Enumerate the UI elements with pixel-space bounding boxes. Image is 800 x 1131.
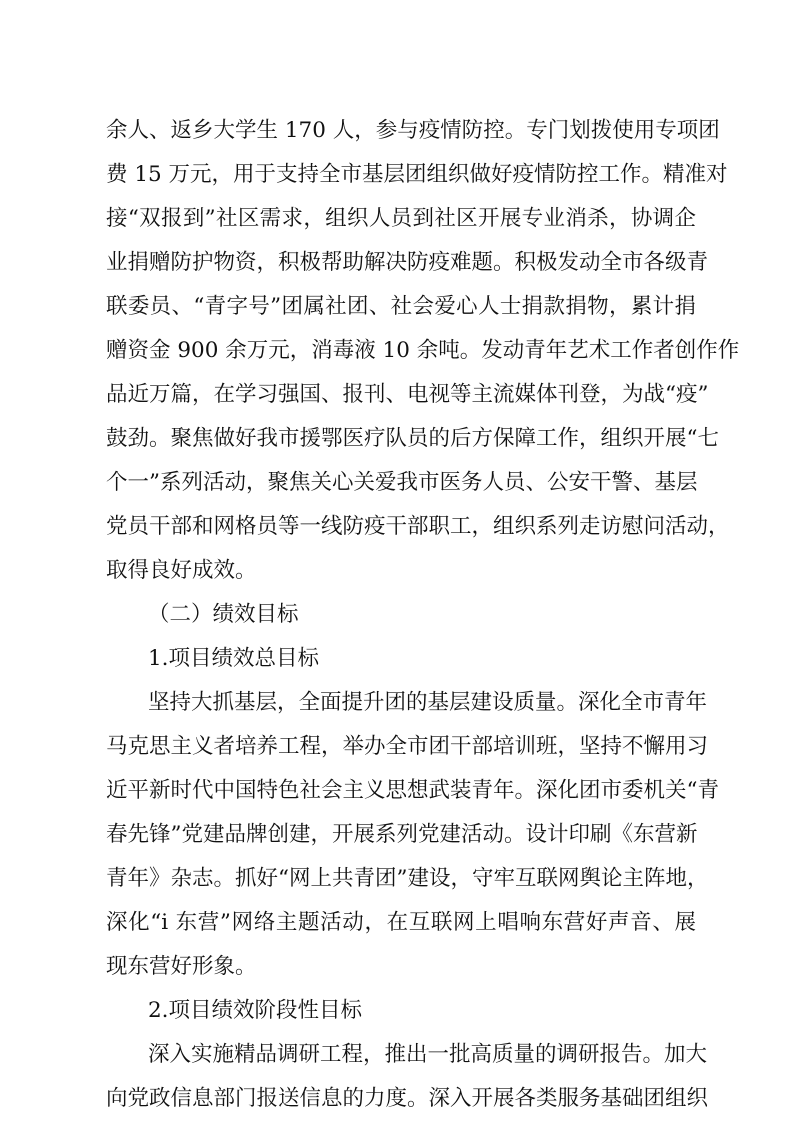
paragraph-line: 马克思主义者培养工程，举办全市团干部培训班，坚持不懈用习 xyxy=(106,734,709,759)
paragraph-line: 余人、返乡大学生 170 人，参与疫情防控。专门划拨使用专项团 xyxy=(106,118,720,143)
paragraph-line: 现东营好形象。 xyxy=(106,954,257,979)
section-heading-goals: （二）绩效目标 xyxy=(148,602,299,627)
paragraph-line: 联委员、“青字号”团属社团、社会爱心人士捐款捐物，累计捐 xyxy=(106,294,696,319)
paragraph-line: 取得良好成效。 xyxy=(106,558,257,583)
paragraph-line: 深入实施精品调研工程，推出一批高质量的调研报告。加大 xyxy=(148,1042,708,1067)
paragraph-line: 向党政信息部门报送信息的力度。深入开展各类服务基础团组织 xyxy=(106,1086,709,1111)
paragraph-line: 坚持大抓基层，全面提升团的基层建设质量。深化全市青年 xyxy=(148,690,708,715)
paragraph-line: 鼓劲。聚焦做好我市援鄂医疗队员的后方保障工作，组织开展“七 xyxy=(106,426,719,451)
paragraph-line: 个一”系列活动，聚焦关心关爱我市医务人员、公安干警、基层 xyxy=(106,470,698,495)
paragraph-line: 近平新时代中国特色社会主义思想武装青年。深化团市委机关“青 xyxy=(106,778,719,803)
paragraph-line: 赠资金 900 余万元，消毒液 10 余吨。发动青年艺术工作者创作作 xyxy=(106,338,740,363)
paragraph-line: 业捐赠防护物资，积极帮助解决防疫难题。积极发动全市各级青 xyxy=(106,250,709,275)
subsection-heading-overall: 1.项目绩效总目标 xyxy=(148,646,320,671)
paragraph-line: 品近万篇，在学习强国、报刊、电视等主流媒体刊登，为战“疫” xyxy=(106,382,709,407)
paragraph-line: 费 15 万元，用于支持全市基层团组织做好疫情防控工作。精准对 xyxy=(106,162,728,187)
paragraph-line: 接“双报到”社区需求，组织人员到社区开展专业消杀，协调企 xyxy=(106,206,696,231)
paragraph-line: 春先锋”党建品牌创建，开展系列党建活动。设计印刷《东营新 xyxy=(106,822,698,847)
subsection-heading-stage: 2.项目绩效阶段性目标 xyxy=(148,998,363,1023)
paragraph-line: 党员干部和网格员等一线防疫干部职工，组织系列走访慰问活动， xyxy=(106,514,730,539)
paragraph-line: 青年》杂志。抓好“网上共青团”建设，守牢互联网舆论主阵地， xyxy=(106,866,709,891)
paragraph-line: 深化“i 东营”网络主题活动，在互联网上唱响东营好声音、展 xyxy=(106,910,696,935)
